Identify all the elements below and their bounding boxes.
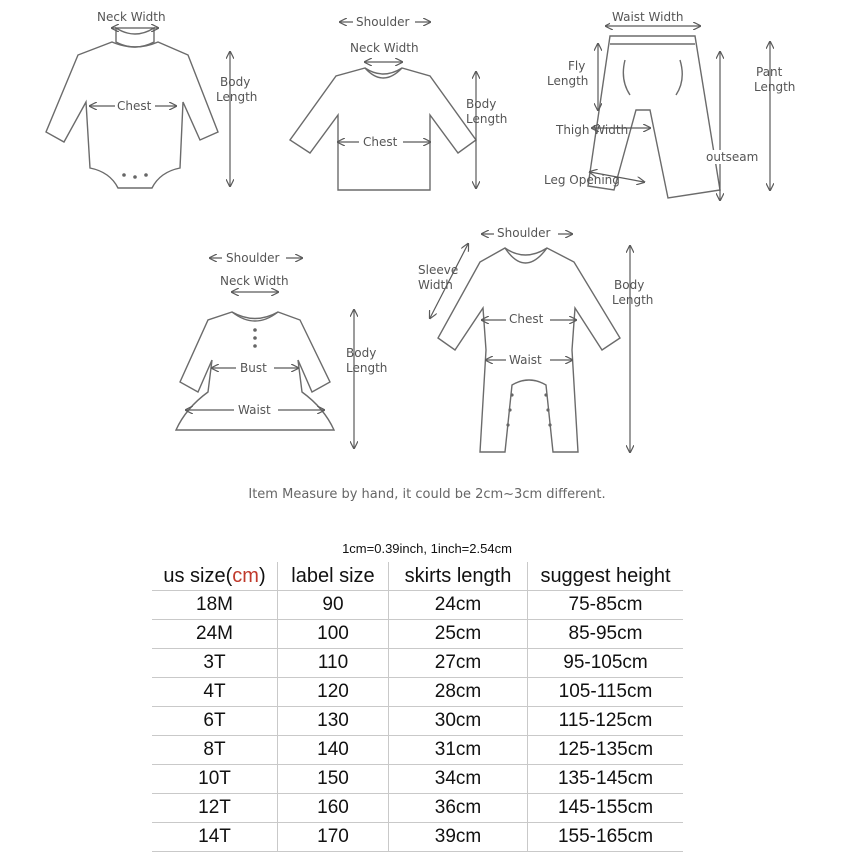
- label-size-cell: 110: [278, 649, 389, 678]
- label-size-header: label size: [278, 562, 389, 591]
- us-size-cell: 24M: [152, 620, 278, 649]
- bodysuit-chest-label: Chest: [117, 99, 152, 113]
- bodysuit-body-label: Body: [220, 75, 251, 89]
- conversion-note: 1cm=0.39inch, 1inch=2.54cm: [342, 541, 512, 556]
- skirts-length-cell: 39cm: [389, 823, 528, 852]
- us-size-cell: 12T: [152, 794, 278, 823]
- bodysuit-diagram: [46, 10, 257, 188]
- table-row: [152, 794, 683, 823]
- skirts-length-cell: 34cm: [389, 765, 528, 794]
- table-row: [152, 620, 683, 649]
- skirts-length-header: skirts length: [389, 562, 528, 591]
- shirt-shoulder-label: Shoulder: [356, 15, 410, 29]
- romper-chest-label: Chest: [509, 312, 544, 326]
- us-size-cell: 18M: [152, 591, 278, 620]
- label-size-cell: 170: [278, 823, 389, 852]
- us-size-header: us size(cm): [152, 562, 278, 591]
- skirts-length-cell: 31cm: [389, 736, 528, 765]
- dress-neck-width-label: Neck Width: [220, 274, 289, 288]
- skirts-length-cell: 27cm: [389, 649, 528, 678]
- table-row: [152, 707, 683, 736]
- romper-shoulder-label: Shoulder: [497, 226, 551, 240]
- us-size-cell: 3T: [152, 649, 278, 678]
- us-size-cell: 8T: [152, 736, 278, 765]
- shirt-diagram: [290, 15, 507, 190]
- suggest-height-cell: 115-125cm: [528, 707, 684, 736]
- romper-width-label: Width: [418, 278, 453, 292]
- table-row: [152, 678, 683, 707]
- measure-note: Item Measure by hand, it could be 2cm~3cm different.: [248, 487, 606, 502]
- label-size-cell: 140: [278, 736, 389, 765]
- dress-length-label: Length: [346, 361, 388, 375]
- skirts-length-cell: 25cm: [389, 620, 528, 649]
- suggest-height-cell: 105-115cm: [528, 678, 684, 707]
- shirt-chest-label: Chest: [363, 135, 398, 149]
- pants-pant-label: Pant: [756, 65, 783, 79]
- dress-body-label: Body: [346, 346, 377, 360]
- dress-waist-label: Waist: [238, 403, 271, 417]
- suggest-height-cell: 75-85cm: [528, 591, 684, 620]
- romper-waist-label: Waist: [509, 353, 542, 367]
- suggest-height-cell: 95-105cm: [528, 649, 684, 678]
- label-size-cell: 130: [278, 707, 389, 736]
- dress-bust-label: Bust: [240, 361, 267, 375]
- table-row: [152, 649, 683, 678]
- suggest-height-cell: 125-135cm: [528, 736, 684, 765]
- table-row: [152, 736, 683, 765]
- pants-leg-opening-label: Leg Opening: [544, 173, 620, 187]
- unit-cm: cm: [232, 564, 259, 587]
- table-row: [152, 591, 683, 620]
- label-size-cell: 160: [278, 794, 389, 823]
- table-row: [152, 823, 683, 852]
- shirt-body-label: Body: [466, 97, 497, 111]
- romper-length-label: Length: [612, 293, 654, 307]
- label-size-cell: 150: [278, 765, 389, 794]
- romper-body-label: Body: [614, 278, 645, 292]
- pants-fly-label: Fly: [568, 59, 586, 73]
- us-size-cell: 10T: [152, 765, 278, 794]
- size-chart-table: [152, 562, 683, 852]
- dress-shoulder-label: Shoulder: [226, 251, 280, 265]
- shirt-neck-width-label: Neck Width: [350, 41, 419, 55]
- pants-outseam-label: outseam: [706, 150, 759, 164]
- skirts-length-cell: 24cm: [389, 591, 528, 620]
- suggest-height-cell: 145-155cm: [528, 794, 684, 823]
- pants-thigh-width-label: Thigh Width: [556, 123, 629, 137]
- pants-fly-length-label: Length: [547, 74, 589, 88]
- dress-diagram: [176, 251, 387, 448]
- suggest-height-cell: 85-95cm: [528, 620, 684, 649]
- table-header-row: [152, 562, 683, 591]
- romper-sleeve-label: Sleeve: [418, 263, 459, 277]
- table-row: [152, 765, 683, 794]
- suggest-height-cell: 155-165cm: [528, 823, 684, 852]
- pants-diagram: [544, 10, 795, 200]
- pants-waist-width-label: Waist Width: [612, 10, 684, 24]
- shirt-length-label: Length: [466, 112, 508, 126]
- skirts-length-cell: 36cm: [389, 794, 528, 823]
- skirts-length-cell: 30cm: [389, 707, 528, 736]
- us-size-cell: 6T: [152, 707, 278, 736]
- bodysuit-neck-width-label: Neck Width: [97, 10, 166, 24]
- us-size-cell: 14T: [152, 823, 278, 852]
- skirts-length-cell: 28cm: [389, 678, 528, 707]
- suggest-height-cell: 135-145cm: [528, 765, 684, 794]
- label-size-cell: 120: [278, 678, 389, 707]
- label-size-cell: 90: [278, 591, 389, 620]
- us-size-cell: 4T: [152, 678, 278, 707]
- pants-length-label: Length: [754, 80, 796, 94]
- label-size-cell: 100: [278, 620, 389, 649]
- romper-diagram: [418, 226, 653, 452]
- bodysuit-length-label: Length: [216, 90, 258, 104]
- suggest-height-header: suggest height: [528, 562, 684, 591]
